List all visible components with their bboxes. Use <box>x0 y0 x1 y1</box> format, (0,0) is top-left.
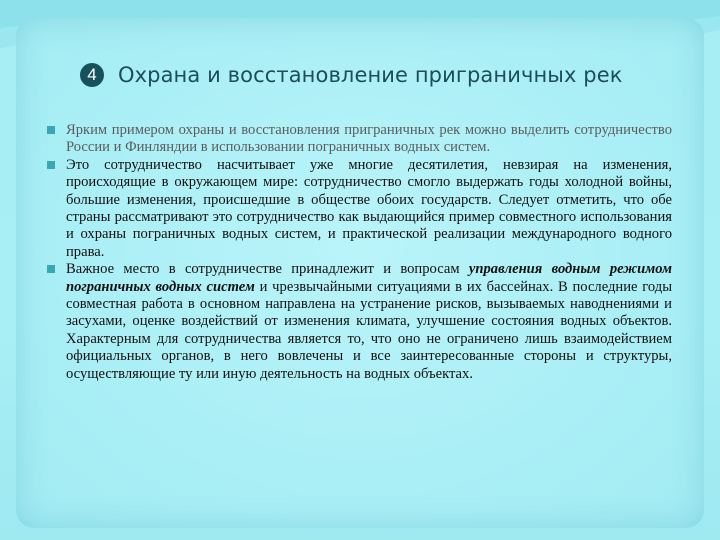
slide-number-badge: 4 <box>80 63 104 87</box>
bullet-item-3 <box>46 261 672 383</box>
square-bullet-icon <box>47 265 55 273</box>
bullet-item-2 <box>46 157 672 261</box>
bullet-item-1 <box>46 122 672 157</box>
square-bullet-icon <box>47 126 55 134</box>
bullet-text-3-end: и чрезвычайными ситуациями в их бассейнах. В последние годы совместная работа в основном направлена на устранение рисков, вызываемых наводнениями и засухами, оценке воздействий от изменения климата, улучшение состояния водных объектов. Характерным для сотрудничества является то, что оно не ограничено лишь взаимодействием официальных органов, в него вовлечены и все заинтересованные стороны и структуры, осуществляющие ту или иную деятельность на водных объектах. <box>66 278 673 382</box>
bullet-list <box>46 122 672 383</box>
slide-title: Охрана и восстановление приграничных рек <box>118 63 623 87</box>
bullet-text-1: Ярким примером охраны и восстановления приграничных рек можно выделить сотрудничество России и Финляндии в использовании пограничных водных систем. <box>66 122 672 156</box>
bullet-text-3-emphasis: управления водным режимом пограничных водных систем <box>66 261 672 295</box>
title-row <box>80 58 623 92</box>
square-bullet-icon <box>47 161 55 169</box>
bullet-text-3-start: Важное место в сотрудничестве принадлежит и вопросам <box>66 261 469 278</box>
bullet-text-2: Это сотрудничество насчитывает уже многие десятилетия, невзирая на изменения, происходящие в окружающем мире: сотрудничество смогло выдержать годы холодной войны, большие изменения, происшедшие в обществе обоих государств. Следует отметить, что обе страны рассматривают это сотрудничество как выдающийся пример совместного использования и охраны пограничных водных систем, и практической реализации международного водного права. <box>66 156 672 260</box>
